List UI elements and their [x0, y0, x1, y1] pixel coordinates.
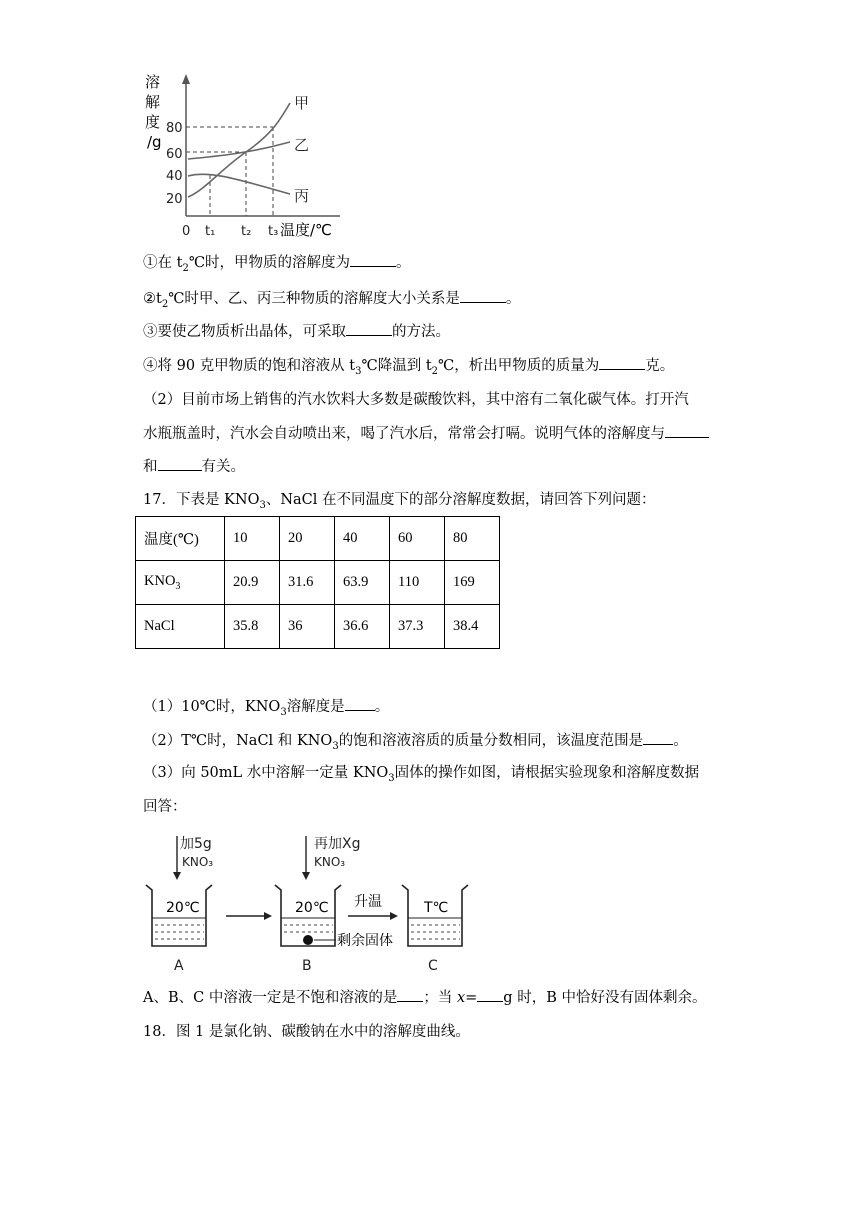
- beaker-c: [402, 885, 468, 946]
- svg-text:/g: /g: [147, 133, 162, 151]
- q16-item-1: ①在 $t_2℃$时，甲物质的溶解度为 。: [143, 252, 411, 279]
- solubility-table: [135, 516, 500, 649]
- x-axis-label: 温度/℃: [280, 221, 332, 239]
- table-cell: 31.6: [280, 561, 335, 605]
- table-row-nacl: [136, 605, 500, 649]
- label-a: A: [174, 958, 184, 974]
- beaker-b: [275, 885, 341, 946]
- curve-label-jia: 甲: [294, 94, 310, 112]
- kno3-label-a: KNO₃: [182, 855, 214, 869]
- table-cell: 63.9: [335, 561, 390, 605]
- table-cell: 38.4: [445, 605, 500, 649]
- temp-b: 20℃: [295, 900, 329, 916]
- q17-answer-line: A、B、C 中溶液一定是不饱和溶液的是 ；当 x= g 时，B 中恰好没有固体剩余。: [143, 987, 706, 1008]
- heat-label: 升温: [354, 894, 382, 910]
- table-row-kno3: [136, 561, 500, 605]
- kno3-label-b: KNO₃: [314, 855, 346, 869]
- table-cell: NaCl: [136, 605, 225, 649]
- add-xg-label: 再加Xg: [314, 836, 361, 852]
- y-axis-label: [145, 73, 162, 151]
- q17-stem: 17．下表是 $KNO_3$、NaCl 在不同温度下的部分溶解度数据，请回答下列问题：: [143, 492, 656, 511]
- q17-sub3-line1: （3）向 50mL 水中溶解一定量 $KNO_3$固体的操作如图，请根据实验现象和溶解度数据: [143, 765, 700, 784]
- table-cell: 40: [335, 517, 390, 561]
- q16-item-3: ③要使乙物质析出晶体，可采取 的方法。: [143, 321, 450, 342]
- curve-label-yi: 乙: [294, 136, 310, 154]
- temp-c: T℃: [424, 900, 449, 916]
- curve-bing: [188, 174, 290, 194]
- answer-blank[interactable]: [643, 730, 673, 745]
- answer-blank[interactable]: [350, 252, 396, 267]
- x-tick-0: 0: [182, 224, 191, 239]
- y-tick-20: 20: [166, 192, 183, 207]
- beaker-a: [146, 885, 212, 946]
- table-cell: 169: [445, 561, 500, 605]
- q17-sub3-line2: 回答：: [143, 799, 187, 815]
- table-cell: $KNO_3$: [136, 561, 225, 605]
- svg-text:解: 解: [145, 93, 161, 111]
- q18-stem: 18．图 1 是氯化钠、碳酸钠在水中的溶解度曲线。: [143, 1024, 470, 1040]
- table-cell: 60: [390, 517, 445, 561]
- table-header-row: [136, 517, 500, 561]
- residue-label: 剩余固体: [337, 933, 393, 949]
- svg-text:度: 度: [145, 113, 161, 131]
- table-cell: 36: [280, 605, 335, 649]
- table-cell: 37.3: [390, 605, 445, 649]
- y-tick-80: 80: [166, 121, 183, 136]
- answer-blank[interactable]: [397, 987, 423, 1002]
- table-cell: 35.8: [225, 605, 280, 649]
- beaker-diagram: [140, 830, 480, 978]
- temp-a: 20℃: [166, 900, 200, 916]
- table-cell: 20.9: [225, 561, 280, 605]
- x-tick-t2: t₂: [241, 224, 252, 239]
- x-tick-t1: t₁: [205, 224, 216, 239]
- q16-item-4: ④将 90 克甲物质的饱和溶液从 $t_3℃$降温到 $t_2℃$，析出甲物质的质量为 克。: [143, 355, 674, 382]
- curve-jia: [188, 103, 290, 197]
- answer-blank[interactable]: [599, 355, 645, 370]
- answer-blank[interactable]: [158, 456, 202, 471]
- q17-sub2: （2）T℃时，NaCl 和 $KNO_3$的饱和溶液溶质的质量分数相同，该温度范围是 。: [143, 730, 688, 757]
- svg-text:溶: 溶: [145, 73, 161, 91]
- answer-blank[interactable]: [460, 288, 506, 303]
- residue-solid: [303, 935, 313, 945]
- answer-blank[interactable]: [665, 423, 709, 438]
- y-tick-40: 40: [166, 169, 183, 184]
- table-cell: 36.6: [335, 605, 390, 649]
- label-c: C: [428, 958, 438, 974]
- table-cell: 温度(℃): [136, 517, 225, 561]
- add-5g-label: 加5g: [180, 836, 212, 852]
- table-cell: 80: [445, 517, 500, 561]
- q16-part2-line2: 水瓶瓶盖时，汽水会自动喷出来，喝了汽水后，常常会打嗝。说明气体的溶解度与: [143, 423, 709, 444]
- q16-part2-line3: 和 有关。: [143, 456, 245, 477]
- x-tick-t3: t₃: [268, 224, 279, 239]
- q17-sub1: （1）10℃时，$KNO_3$溶解度是 。: [143, 696, 389, 723]
- answer-blank[interactable]: [477, 987, 503, 1002]
- table-cell: 20: [280, 517, 335, 561]
- answer-blank[interactable]: [345, 696, 375, 711]
- table-cell: 110: [390, 561, 445, 605]
- answer-blank[interactable]: [346, 321, 392, 336]
- curve-label-bing: 丙: [294, 187, 310, 205]
- q16-part2-line1: （2）目前市场上销售的汽水饮料大多数是碳酸饮料，其中溶有二氧化碳气体。打开汽: [143, 392, 689, 408]
- table-cell: 10: [225, 517, 280, 561]
- y-tick-60: 60: [166, 147, 183, 162]
- label-b: B: [302, 958, 312, 974]
- solubility-graph: [140, 70, 350, 240]
- q16-item-2: $②t_2℃$时甲、乙、丙三种物质的溶解度大小关系是 。: [143, 288, 520, 315]
